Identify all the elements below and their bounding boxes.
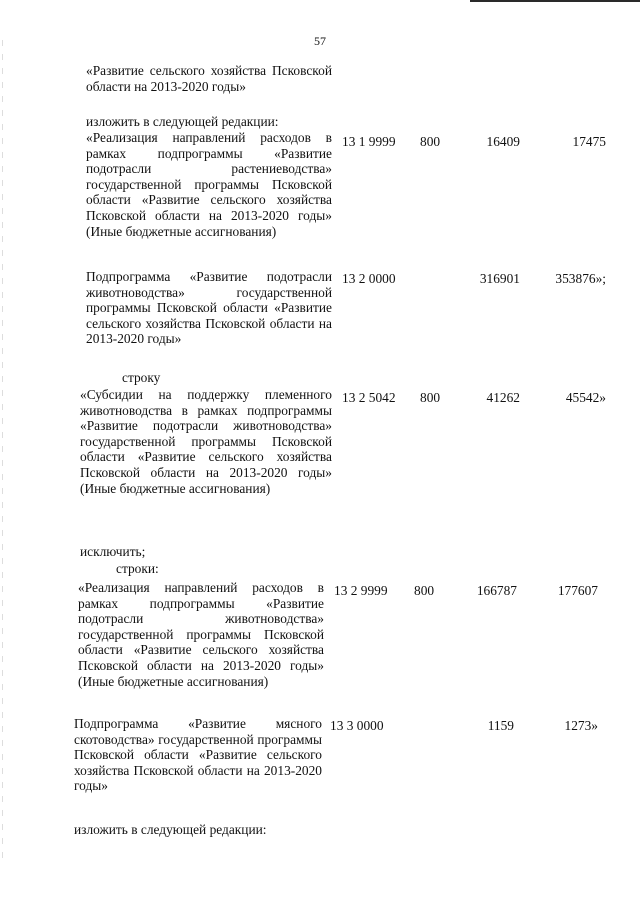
row-value-2017: 17475 — [572, 134, 606, 149]
row-description: «Реализация направлений расходов в рамках подпрограммы «Развитие подотрасли растениеводства» государственной программы Псковской области «Развитие сельского хозяйства Псковской области на 2013-2020 годы» (Иные бюджетные ассигнования) — [86, 130, 332, 239]
row-description: Подпрограмма «Развитие мясного скотоводства» государственной программы Псковской области «Развитие сельского хозяйства Псковской области на 2013-2020 годы» — [74, 716, 322, 794]
page-number: 57 — [314, 34, 326, 48]
row-code: 13 1 9999 — [342, 134, 396, 149]
row-value-2016: 1159 — [487, 718, 514, 733]
row-value-2017: 353876»; — [555, 271, 606, 286]
row-value-2017: 177607 — [557, 583, 598, 598]
row-code: 13 3 0000 — [330, 718, 384, 733]
instruction-text: исключить; — [80, 544, 146, 559]
row-value-2016: 16409 — [486, 134, 520, 149]
row-expense-type: 800 — [420, 134, 441, 149]
row-value-2016: 316901 — [479, 271, 520, 286]
instruction-text: строки: — [116, 561, 159, 576]
row-code: 13 2 9999 — [334, 583, 388, 598]
row-code: 13 2 5042 — [342, 390, 396, 405]
scan-edge-mark — [470, 0, 640, 2]
row-value-2017: 45542» — [565, 390, 606, 405]
scan-margin-artifact — [2, 40, 3, 860]
paragraph-heading-program: «Развитие сельского хозяйства Псковской области на 2013-2020 годы» — [86, 63, 332, 94]
row-expense-type: 800 — [414, 583, 435, 598]
row-description: «Субсидии на поддержку племенного животноводства в рамках подпрограммы «Развитие подотрасли животноводства» государственной программы Псковской области «Развитие сельского хозяйства Псковской области на 2013-2020 годы» (Иные бюджетные ассигнования) — [80, 387, 332, 496]
instruction-text: строку — [122, 370, 161, 385]
row-value-2016: 41262 — [486, 390, 520, 405]
row-value-2016: 166787 — [476, 583, 517, 598]
instruction-text: изложить в следующей редакции: — [74, 822, 267, 837]
row-description: Подпрограмма «Развитие подотрасли животноводства» государственной программы Псковской области «Развитие сельского хозяйства Псковской области на 2013-2020 годы» — [86, 269, 332, 347]
row-value-2017: 1273» — [564, 718, 598, 733]
row-description: «Реализация направлений расходов в рамках подпрограммы «Развитие подотрасли животноводства» государственной программы Псковской области «Развитие сельского хозяйства Псковской области на 2013-2020 годы» (Иные бюджетные ассигнования) — [78, 580, 324, 689]
row-code: 13 2 0000 — [342, 271, 396, 286]
row-expense-type: 800 — [420, 390, 441, 405]
instruction-text: изложить в следующей редакции: — [86, 114, 279, 129]
